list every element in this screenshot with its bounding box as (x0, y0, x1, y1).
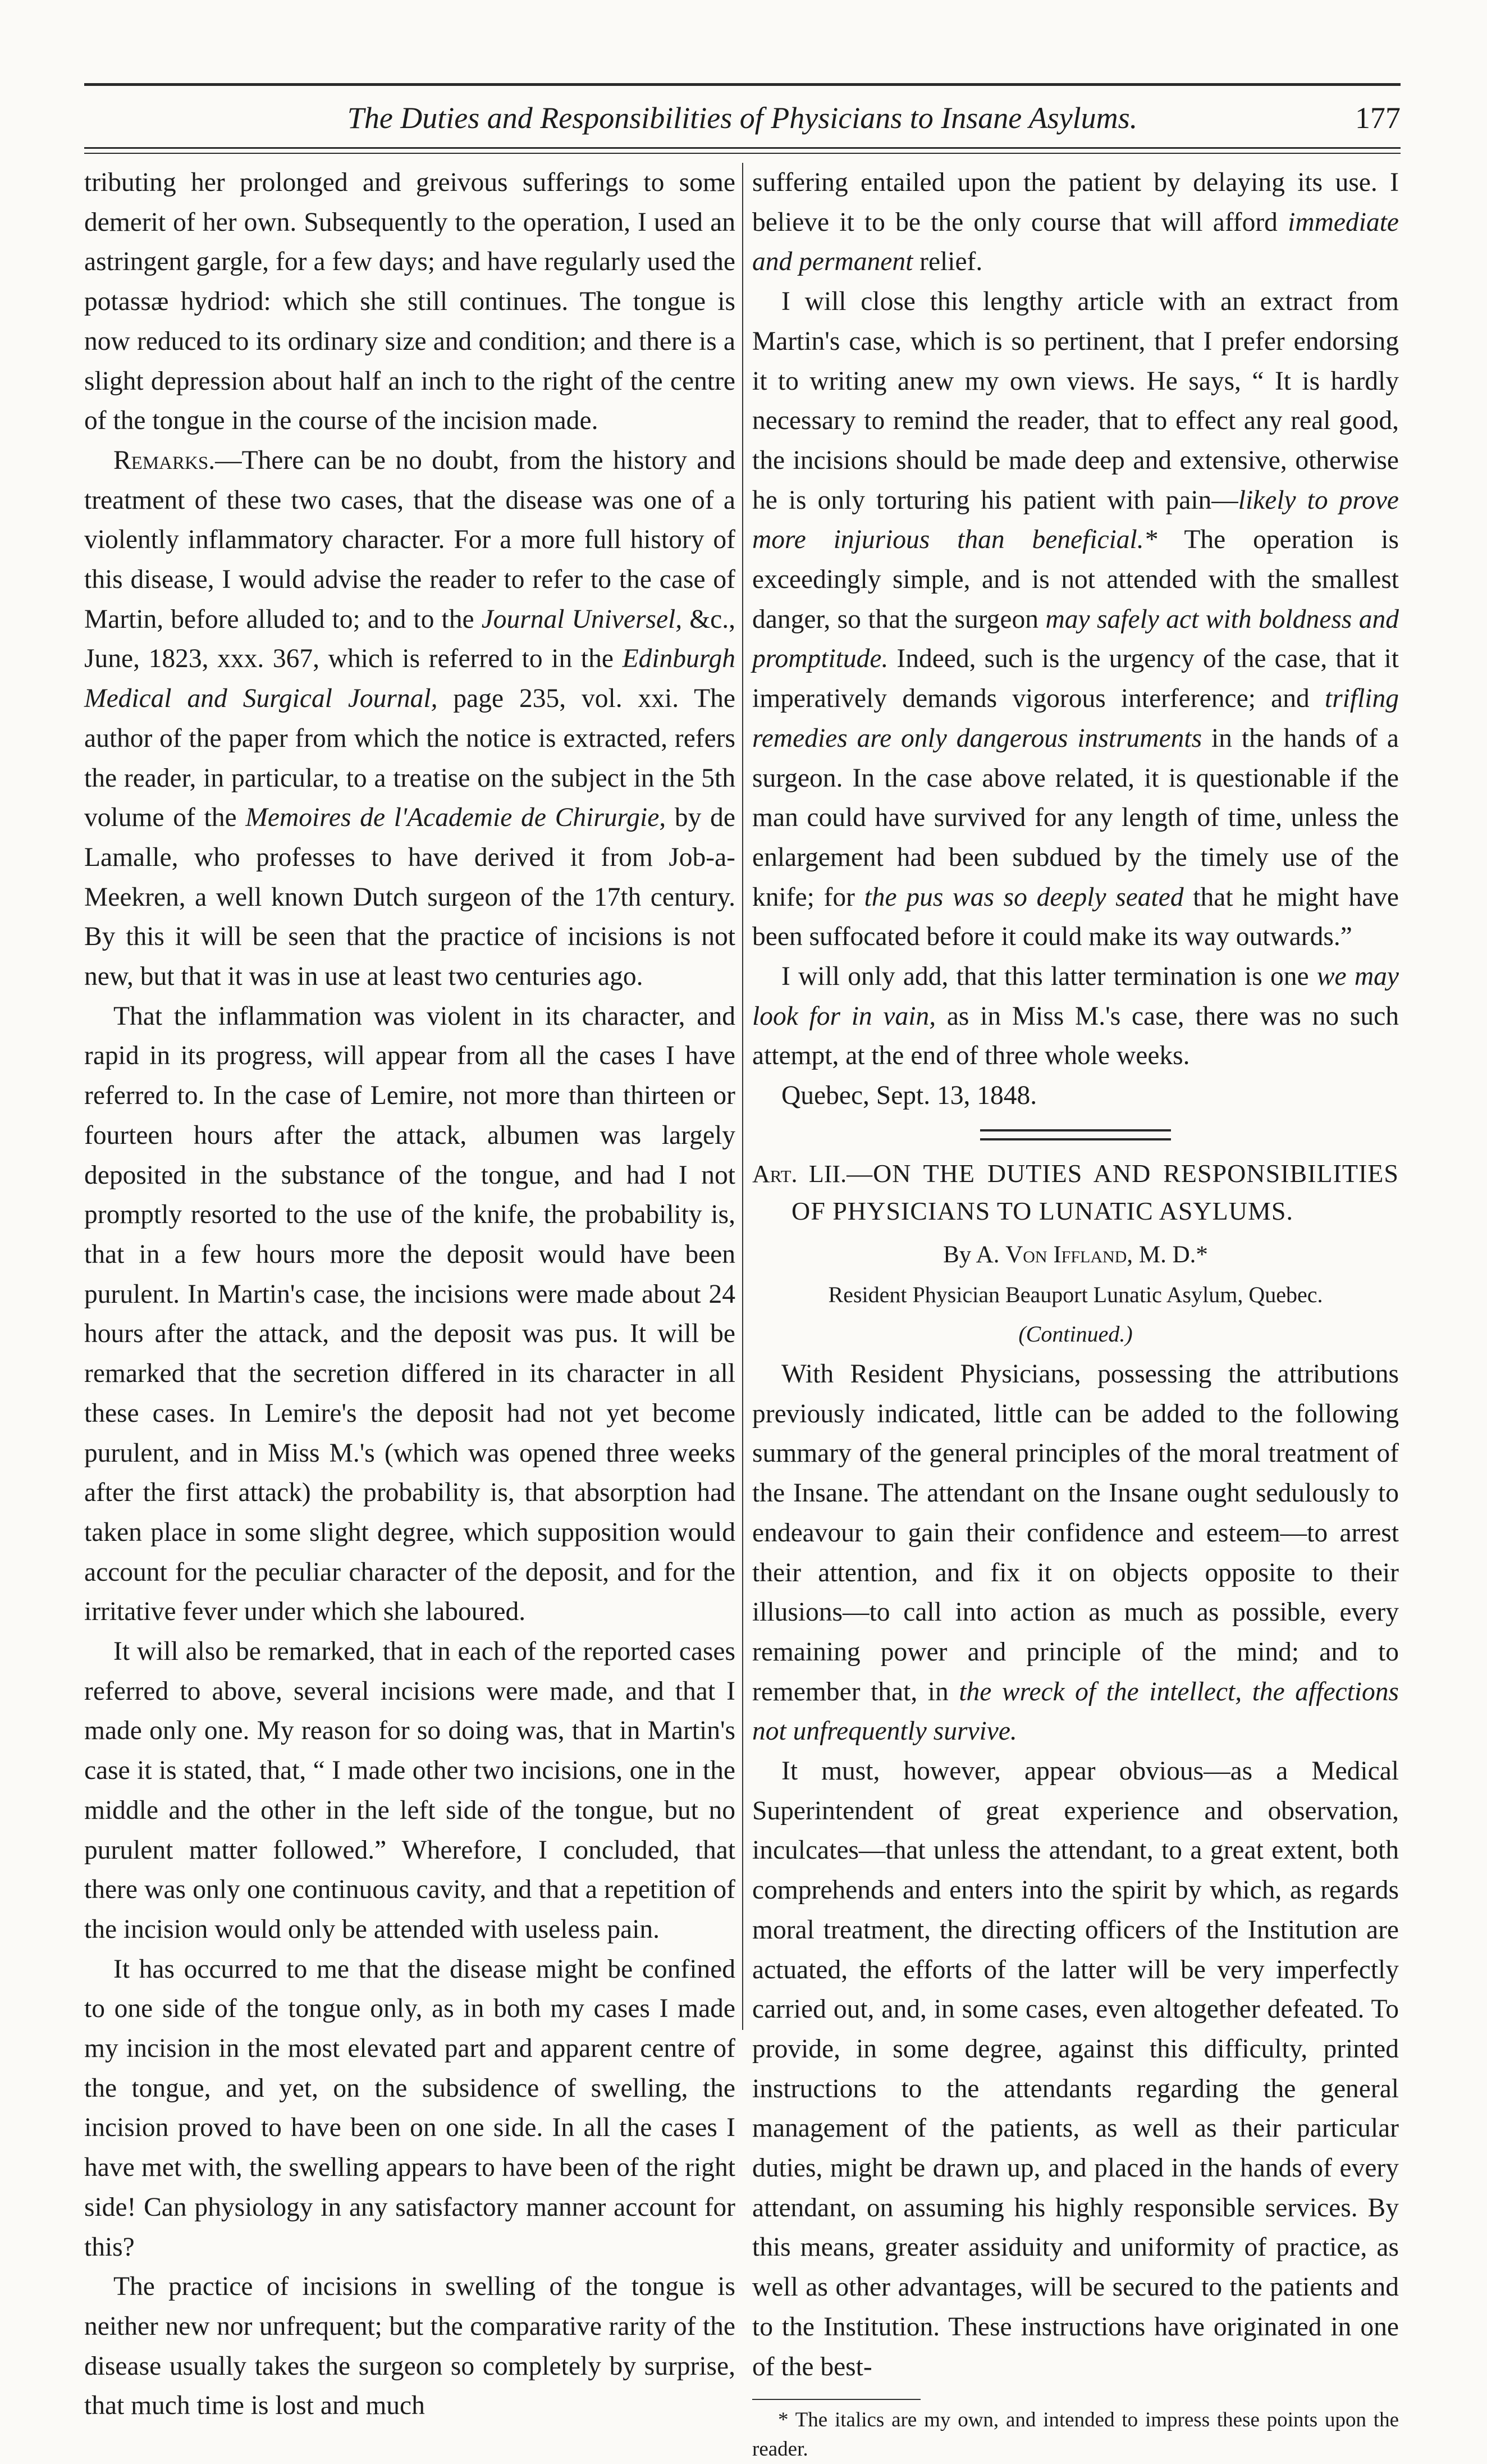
text-run: by de Lamalle, who professes to have derived it from Job-a-Meekren, a well known Dutch surgeon of the 17th century. By this it will be seen that the practice of incisions is not new, but that it was in use at least two centuries ago. (84, 803, 735, 992)
italic-run: may safely act with boldness and promptitude. (752, 604, 1399, 674)
italic-run: Edinburgh Medical and Surgical Journal, (84, 644, 735, 714)
running-head (84, 95, 1401, 140)
author-affiliation: Resident Physician Beauport Lunatic Asylum, Quebec. (828, 1281, 1323, 1307)
paragraph: It must, however, appear obvious—as a Medical Superintendent of great experience and observation, inculcates—that unless the attendant, to a great extent, both comprehends and enters into the spirit by which, as regards moral treatment, the directing officers of the Institution are actuated, the efforts of the latter will be very imperfectly carried out, and, in some cases, even altogether defeated. To provide, in some degree, against this difficulty, printed instructions to the attendants regarding the general management of the patients, as well as their particular duties, might be drawn up, and placed in the hands of every attendant, on assuming his highly responsible services. By this means, greater assiduity and uniformity of practice, as well as other advantages, will be secured to the patients and to the Institution. These instructions have originated in one of the best- (752, 1756, 1399, 2381)
footnote-rule (752, 2399, 921, 2400)
text-run: relief. (913, 247, 983, 277)
text-run: that he might have been suffocated before it could make its way outwards.” (752, 882, 1399, 952)
text-run: in the hands of a surgeon. In the case above related, it is questionable if the man could have survived for any length of time, unless the enlargement had been subdued by the timely use of the knife; for (752, 723, 1399, 912)
page-number: 177 (1355, 101, 1401, 135)
continued-note: (Continued.) (1018, 1321, 1133, 1347)
text-run: page 235, vol. xxi. The author of the paper from which the notice is extracted, refers the reader, in particular, to a treatise on the subject in the 5th volume of the (84, 684, 735, 833)
text-run: &c., June, 1823, xxx. 367, which is referred to in the (84, 604, 735, 674)
article-label: Art. LII. (752, 1160, 847, 1188)
column-divider (742, 163, 743, 2030)
italic-run: we may look for in vain, (752, 962, 1399, 1031)
dateline: Quebec, Sept. 13, 1848. (781, 1081, 1037, 1111)
text-run: as in Miss M.'s case, there was no such attempt, at the end of three whole weeks. (752, 1001, 1399, 1071)
section-separator (752, 1129, 1399, 1140)
left-column (84, 163, 735, 2426)
header-rule (84, 147, 1401, 149)
paragraph (752, 163, 1399, 282)
separator-rule (980, 1129, 1171, 1131)
article-heading (752, 1155, 1399, 1230)
header-title: The Duties and Responsibilities of Physicians to Insane Asylums. (347, 101, 1138, 135)
italic-run: the pus was so deeply seated (864, 882, 1184, 912)
paragraph (752, 1354, 1399, 1751)
text-run: I will only add, that this latter termination is one (781, 962, 1317, 992)
author-name: Von Iffland (1005, 1241, 1127, 1268)
article-title: —ON THE DUTIES AND RESPONSIBILITIES OF PHYSICIANS TO LUNATIC ASYLUMS. (791, 1158, 1399, 1225)
top-rule (84, 83, 1401, 86)
right-column (752, 163, 1399, 2464)
paragraph: That the inflammation was violent in its character, and rapid in its progress, will appear from all the cases I have referred to. In the case of Lemire, not more than thirteen or fourteen hours after the attack, albumen was largely deposited in the substance of the tongue, and had I not promptly resorted to the use of the knife, the probability is, that in a few hours more the deposit would have been purulent. In Martin's case, the incisions were made about 24 hours after the attack, and the deposit was pus. It will be remarked that the secretion differed in its character in all these cases. In Lemire's the deposit had not yet become purulent, and in Miss M.'s (which was opened three weeks after the first attack) the probability is, that absorption had taken place in some slight degree, which supposition would account for the peculiar character of the deposit, and for the irritative fever under which she laboured. (84, 1001, 735, 1627)
italic-run: trifling remedies are only dangerous instruments (752, 684, 1399, 753)
paragraph: tributing her prolonged and greivous sufferings to some demerit of her own. Subsequently to the operation, I used an astringent gargle, for a few days; and have regularly used the potassæ hydriod: which she still continues. The tongue is now reduced to its ordinary size and condition; and there is a slight depression about half an inch to the right of the centre of the tongue in the course of the incision made. (84, 168, 735, 436)
author-prefix: By A. (943, 1241, 1006, 1268)
author-suffix: , M. D.* (1127, 1241, 1208, 1268)
text-run: Indeed, such is the urgency of the case, that it imperatively demands vigorous interference; and (752, 644, 1399, 714)
paragraph (752, 957, 1399, 1076)
footnote: * The italics are my own, and intended to impress these points upon the reader. (752, 2408, 1399, 2461)
italic-run: Memoires de l'Academie de Chirurgie, (245, 803, 666, 833)
text-run: The operation is exceedingly simple, and is not attended with the smallest danger, so that the surgeon (752, 525, 1399, 634)
italic-run: immediate and permanent (752, 207, 1399, 277)
text-run: suffering entailed upon the patient by delaying its use. I believe it to be the only course that will afford (752, 168, 1399, 237)
text-run: —There can be no doubt, from the history and treatment of these two cases, that the disease was one of a violently inflammatory character. For a more full history of this disease, I would advise the reader to refer to the case of Martin, before alluded to; and to the (84, 445, 735, 634)
separator-rule (980, 1138, 1171, 1140)
remarks-label: Remarks. (113, 445, 216, 475)
paragraph-remarks (84, 441, 735, 997)
paragraph: It will also be remarked, that in each of the reported cases referred to above, several incisions were made, and that I made only one. My reason for so doing was, that in Martin's case it is stated, that, “ I made other two incisions, one in the middle and the other in the left side of the tongue, but no purulent matter followed.” Wherefore, I concluded, that there was only one continuous cavity, and that a repetition of the incision would only be attended with useless pain. (84, 1637, 735, 1944)
author-line (752, 1235, 1399, 1275)
italic-run: Journal Universel, (481, 604, 683, 634)
header-rule-thin (84, 153, 1401, 154)
paragraph (752, 282, 1399, 957)
italic-run: likely to prove more injurious than beneficial.* (752, 485, 1399, 555)
paragraph: The practice of incisions in swelling of the tongue is neither new nor unfrequent; but the comparative rarity of the disease usually takes the surgeon so completely by surprise, that much time is lost and much (84, 2272, 735, 2421)
italic-run: the wreck of the intellect, the affections not unfrequently survive. (752, 1677, 1399, 1746)
text-run: I will close this lengthy article with an extract from Martin's case, which is so pertinent, that I prefer endorsing it to writing anew my own views. He says, “ It is hardly necessary to remind the reader, that to effect any real good, the incisions should be made deep and extensive, otherwise he is only torturing his patient with pain— (752, 287, 1399, 515)
paragraph: It has occurred to me that the disease might be confined to one side of the tongue only, as in both my cases I made my incision in the most elevated part and apparent centre of the tongue, and yet, on the subsidence of swelling, the incision proved to have been on one side. In all the cases I have met with, the swelling appears to have been of the right side! Can physiology in any satisfactory manner account for this? (84, 1954, 735, 2262)
text-run: With Resident Physicians, possessing the attributions previously indicated, little can be added to the following summary of the general principles of the moral treatment of the Insane. The attendant on the Insane ought sedulously to endeavour to gain their confidence and esteem—to arrest their attention, and fix it on objects opposite to their illusions—to call into action as much as possible, every remaining power and principle of the mind; and to remember that, in (752, 1359, 1399, 1706)
